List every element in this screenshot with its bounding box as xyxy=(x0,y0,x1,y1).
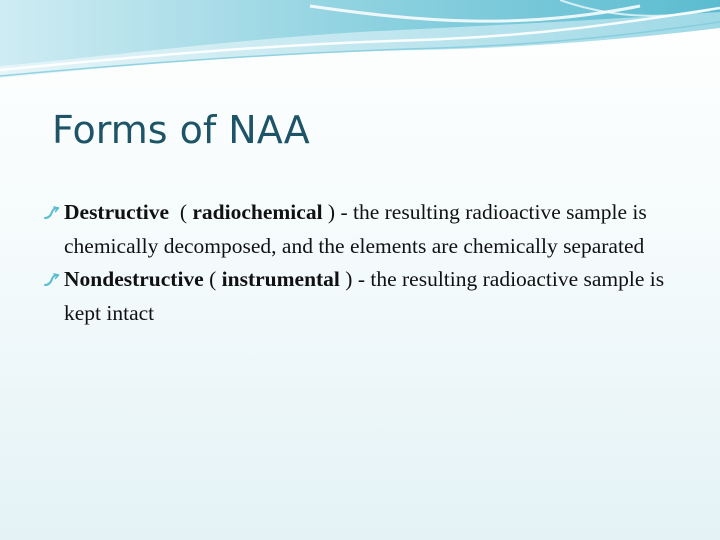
bullet-item-nondestructive: Nondestructive ( instrumental ) - the resulting radioactive sample is kept intact xyxy=(44,263,694,330)
bullet-term: Destructive xyxy=(64,200,170,224)
header-wave-decoration xyxy=(0,0,720,90)
bullet-list xyxy=(44,196,694,330)
flourish-arrow-icon xyxy=(44,206,60,220)
bullet-description: the resulting radioactive sample is chemically decomposed, and the elements are chemically separated xyxy=(64,200,647,258)
bullet-item-destructive: Destructive ( radiochemical ) - the resulting radioactive sample is chemically decomposed, and the elements are chemically separated xyxy=(44,196,694,263)
slide-title: Forms of NAA xyxy=(52,108,310,152)
bullet-term: Nondestructive xyxy=(64,267,204,291)
bullet-qualifier: radiochemical xyxy=(192,200,323,224)
bullet-description: the resulting radioactive sample is kept intact xyxy=(64,267,665,325)
bullet-qualifier: instrumental xyxy=(221,267,340,291)
flourish-arrow-icon xyxy=(44,273,60,287)
